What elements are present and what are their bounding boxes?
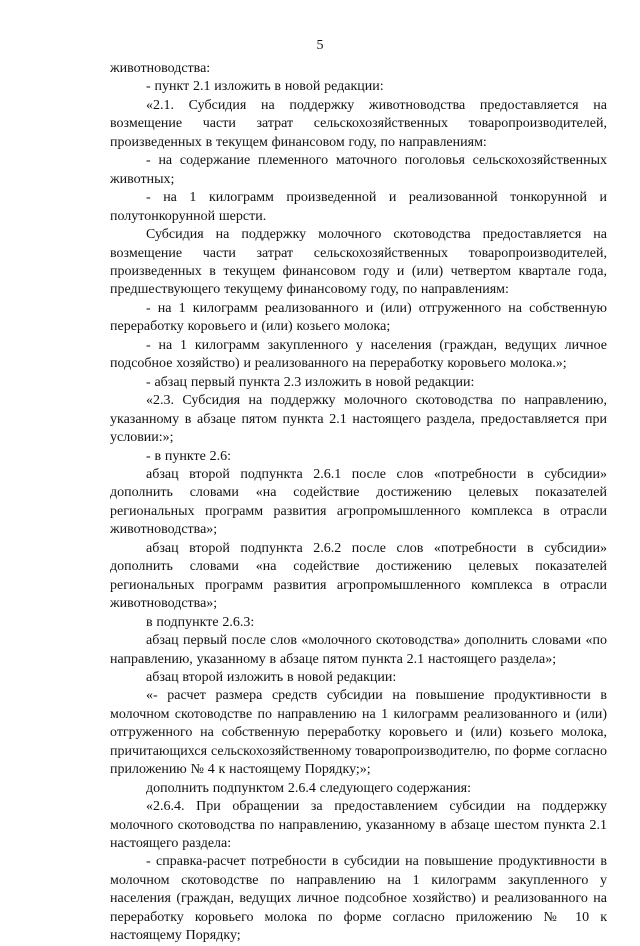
paragraph: - в пункте 2.6: [146,448,231,464]
paragraph: - на содержание племенного маточного поголовья сельскохозяйственных животных; [110,153,607,187]
paragraph: абзац второй подпункта 2.6.1 после слов «потребности в субсидии» дополнить словами «на содействие достижению целевых показателей региональных программ развития агропромышленного комплекса в отрасли животноводства»; [110,466,607,538]
page-number: 5 [316,38,324,53]
paragraph: «2.3. Субсидия на поддержку молочного скотоводства по направлению, указанному в абзаце пятом пункта 2.1 настоящего раздела, предоставляется при условии:»; [110,393,607,446]
paragraph: - на 1 килограмм произведенной и реализованной тонкорунной и полутонкорунной шерсти. [110,190,607,224]
paragraph: - на 1 килограмм реализованного и (или) отгруженного на собственную переработку коровьего и (или) козьего молока; [110,300,607,335]
paragraph: «2.1. Субсидия на поддержку животноводства предоставляется на возмещение части затрат сельскохозяйственных товаропроизводителей, произведенных в текущем финансовом году, по направлениям: [110,97,607,150]
paragraph: абзац второй подпункта 2.6.2 после слов «потребности в субсидии» дополнить словами «на содействие достижению целевых показателей региональных программ развития агропромышленного комплекса в отрасли животноводства»; [110,540,607,612]
paragraph: животноводства: [110,61,211,76]
paragraph: дополнить подпунктом 2.6.4 следующего содержания: [146,780,471,796]
paragraph: - абзац первый пункта 2.3 изложить в новой редакции: [146,374,475,390]
paragraph: Субсидия на поддержку молочного скотоводства предоставляется на возмещение части затрат сельскохозяйственных товаропроизводителей, произведенных в текущем финансовом году и (или) четвертом квартале года, предшествующего текущему финансовому году, по направлениям: [110,227,607,298]
paragraph: «- расчет размера средств субсидии на повышение продуктивности в молочном скотоводстве по направлению на 1 килограмм реализованного и (или) отгруженного на собственную переработку коровьего и (или) козьего молока, причитающихся сельскохозяйственному товаропроизводителю, по форме согласно приложению № 4 к настоящему Порядку;»; [110,688,607,778]
paragraph: «2.6.4. При обращении за предоставлением субсидии на поддержку молочного скотоводства по направлению, указанному в абзаце шестом пункта 2.1 настоящего раздела: [110,799,607,852]
paragraph: в подпункте 2.6.3: [146,614,255,630]
paragraph: абзац первый после слов «молочного скотоводства» дополнить словами «по направлению, указанному в абзаце пятом пункта 2.1 настоящего раздела»; [110,633,607,667]
paragraph: - на 1 килограмм закупленного у населения (граждан, ведущих личное подсобное хозяйство) и реализованного на переработку коровьего молока.»; [110,337,607,372]
paragraph: - пункт 2.1 изложить в новой редакции: [146,79,384,95]
document-body [110,60,607,946]
paragraph: абзац второй изложить в новой редакции: [146,669,397,685]
paragraph: - справка-расчет потребности в субсидии на повышение продуктивности в молочном скотоводстве по направлению на 1 килограмм закупленного у населения (граждан, ведущих личное подсобное хозяйство) и реализованного на переработку коровьего молока по форме согласно приложению № 10 к настоящему Порядку; [110,854,607,944]
